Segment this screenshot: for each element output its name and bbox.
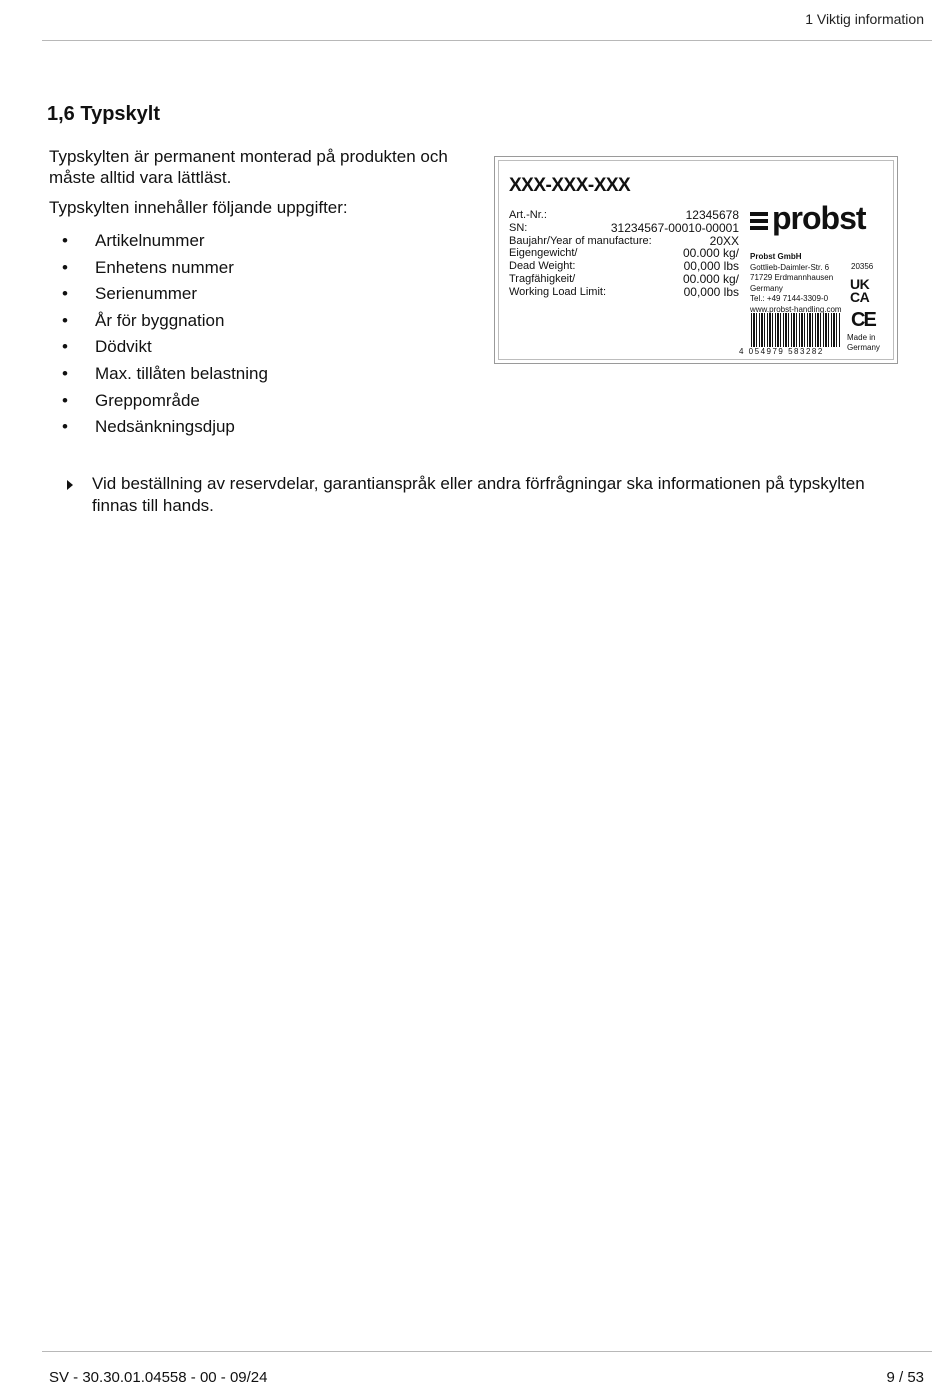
spec-row: Baujahr/Year of manufacture: 20XX: [509, 233, 739, 248]
list-item: • År för byggnation: [62, 310, 225, 330]
list-item: • Nedsänkningsdjup: [62, 417, 235, 437]
plate-code-number: 20356: [851, 262, 874, 271]
list-item: • Greppområde: [62, 390, 200, 410]
plate-contents-list: [62, 230, 268, 443]
spec-row: Eigengewicht/ 00.000 kg/: [509, 246, 739, 261]
footer-divider: [42, 1351, 932, 1352]
barcode-number: 4 054979 583282: [739, 347, 824, 356]
bullet-icon: •: [62, 417, 68, 437]
bullet-icon: •: [62, 363, 68, 383]
spec-row: Tragfähigkeit/ 00.000 kg/: [509, 271, 739, 286]
header-divider: [42, 40, 932, 41]
page-number: 9 / 53: [886, 1369, 924, 1386]
ce-mark-icon: CE: [851, 309, 875, 331]
spec-row: Working Load Limit: 00,000 lbs: [509, 284, 739, 299]
type-plate-image: [494, 156, 898, 364]
bullet-icon: •: [62, 231, 68, 250]
list-item: • Max. tillåten belastning: [62, 363, 268, 383]
section-title: 1,6 Typskylt: [47, 103, 161, 125]
type-plate: [498, 160, 894, 360]
spec-row: SN: 31234567-00010-00001: [509, 220, 739, 235]
probst-logo-icon: [750, 212, 768, 230]
manufacturer-address: Probst GmbH Gottlieb-Daimler-Str. 6 71729 Erdmannhausen Germany Tel.: +49 7144-3309-0 www.probst-handling.com: [750, 252, 842, 314]
intro-paragraph: Typskylten är permanent monterad på produkten och måste alltid vara lättläst.: [49, 147, 448, 187]
list-item: • Artikelnummer: [62, 231, 205, 250]
ukca-mark-icon: UK CA: [850, 276, 870, 305]
instruction-step: Vid beställning av reservdelar, garantianspråk eller andra förfrågningar ska informationen på typskylten finnas till hands.: [67, 473, 907, 517]
bullet-icon: •: [62, 337, 68, 357]
barcode-icon: [751, 313, 841, 347]
instruction-arrow-icon: [67, 480, 73, 490]
document-id: SV - 30.30.01.04558 - 00 - 09/24: [49, 1369, 268, 1386]
probst-logo: probst: [750, 201, 866, 235]
list-item: • Dödvikt: [62, 337, 152, 357]
list-item: • Serienummer: [62, 284, 198, 304]
spec-row: Dead Weight: 00,000 lbs: [509, 259, 739, 274]
bullet-icon: •: [62, 390, 68, 410]
contents-lead-in: Typskylten innehåller följande uppgifter:: [49, 198, 348, 217]
bullet-icon: •: [62, 284, 68, 304]
chapter-header: 1 Viktig information: [805, 11, 924, 27]
list-item: • Enhetens nummer: [62, 257, 234, 277]
plate-product-code: XXX-XXX-XXX: [509, 175, 631, 196]
plate-spec-table: [509, 209, 739, 299]
bullet-icon: •: [62, 310, 68, 330]
bullet-icon: •: [62, 257, 68, 277]
made-in-label: Made in Germany: [847, 333, 880, 352]
spec-row: Art.-Nr.: 12345678: [509, 208, 739, 222]
